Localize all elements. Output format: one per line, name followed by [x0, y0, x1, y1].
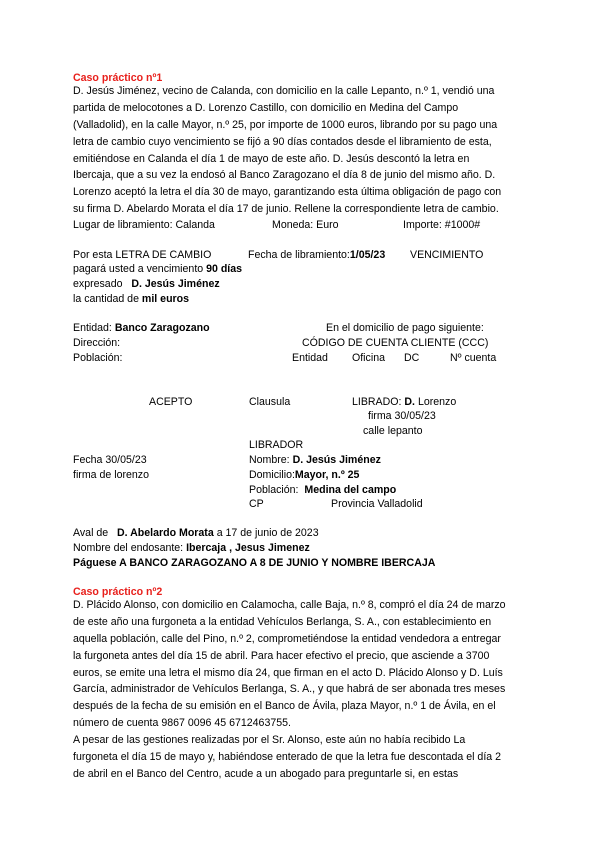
aval-label: Aval de [73, 527, 109, 539]
nombre-line [249, 454, 381, 467]
domicilio-pago: En el domicilio de pago siguiente: [326, 322, 484, 334]
librado-firma: firma 30/05/23 [368, 410, 436, 422]
endosante-label: Nombre del endosante: [73, 542, 184, 554]
fecha-libramiento-value: 1/05/23 [349, 249, 386, 261]
aval-name: D. Abelardo Morata [117, 527, 214, 539]
paragraph-line: García, administrador de Vehículos Berlanga, S. A., y que habrá de ser abonada tres meses [73, 683, 506, 696]
paragraph-line: letra de cambio cuyo vencimiento se fijó a 90 días contados desde el libramiento de esta, [73, 135, 492, 148]
nombre-label: Nombre: [249, 454, 290, 466]
paragraph-line: aquella población, calle del Pino, n.º 2, comprometiéndose la entidad vendedora a entregar [73, 632, 501, 645]
domicilio-label: Domicilio: [249, 469, 295, 481]
case1-title: Caso práctico nº1 [73, 72, 163, 84]
case2-paragraph [73, 597, 533, 783]
paragraph-line: su firma D. Abelardo Morata el día 17 de junio. Rellene la correspondiente letra de cambio. [73, 203, 499, 216]
paragraph-line: Ibercaja, que a su vez la endosó al Banco Zaragozano el día 8 de junio del mismo año. D. [73, 169, 496, 182]
aval-date: a 17 de junio de 2023 [216, 527, 319, 539]
pagara-line [73, 263, 242, 276]
paragraph-line: euros, se emite una letra el mismo día 24, que firman en el acto D. Plácido Alonso y D. Luís [73, 666, 503, 679]
expresado-line [73, 278, 220, 291]
entidad-label: Entidad: [73, 322, 112, 334]
ccc-label: CÓDIGO DE CUENTA CLIENTE (CCC) [302, 337, 489, 349]
acepto-label: ACEPTO [149, 396, 193, 408]
ccc-col-oficina: Oficina [352, 352, 385, 364]
librado-line [352, 396, 456, 409]
endosante-line [73, 542, 310, 555]
nombre-value: D. Jesús Jiménez [292, 454, 381, 466]
paragraph-line: A pesar de las gestiones realizadas por el Sr. Alonso, este aún no había recibido La [73, 734, 466, 747]
cantidad-label: la cantidad de [73, 293, 139, 305]
paragraph-line: D. Jesús Jiménez, vecino de Calanda, con domicilio en la calle Lepanto, n.º 1, vendió una [73, 85, 495, 97]
paragraph-line: de abril en el Banco del Centro, acude a un abogado para preguntarle si, en estas [73, 767, 459, 780]
paragraph-line: D. Plácido Alonso, con domicilio en Calamocha, calle Baja, n.º 8, compró el día 24 de marzo [73, 599, 506, 611]
cp-label: CP [249, 498, 264, 510]
fecha-libramiento-label: Fecha de libramiento: [248, 249, 350, 261]
librado-value: D. [404, 396, 415, 408]
domicilio-line [249, 469, 359, 482]
fecha-aceptacion: Fecha 30/05/23 [73, 454, 147, 466]
provincia: Provincia Valladolid [331, 498, 423, 510]
moneda: Moneda: Euro [272, 219, 339, 231]
firma-lorenzo: firma de lorenzo [73, 469, 149, 481]
paragraph-line: de este año una furgoneta a la entidad Vehículos Berlanga, S. A., con establecimiento en [73, 615, 492, 628]
pagara-value: 90 días [206, 263, 243, 275]
entidad-line [73, 322, 210, 335]
endosante-value: Ibercaja , Jesus Jimenez [186, 542, 310, 554]
case1-paragraph [73, 83, 533, 218]
paragraph-line: la furgoneta antes del día 15 de abril. Para hacer efectivo el precio, que asciende a 3700 [73, 649, 490, 662]
poblacion2-line [249, 484, 396, 497]
domicilio-value: Mayor, n.º 25 [294, 469, 360, 481]
case2-title: Caso práctico nº2 [73, 586, 163, 598]
paragraph-line: partida de melocotones a D. Lorenzo Castillo, con domicilio en Medina del Campo [73, 101, 459, 114]
fecha-libramiento [248, 249, 385, 262]
ccc-col-entidad: Entidad [292, 352, 328, 364]
aval-line [73, 527, 319, 540]
direccion-label: Dirección: [73, 337, 121, 349]
librado-name: Lorenzo [417, 396, 457, 408]
paragraph-line: furgoneta el día 15 de mayo y, habiéndose enterado de que la letra fue descontada el día 2 [73, 751, 501, 764]
clausula-label: Clausula [249, 396, 291, 408]
poblacion-label: Población: [73, 352, 123, 364]
ccc-col-cuenta: Nº cuenta [450, 352, 497, 364]
por-esta-letra: Por esta LETRA DE CAMBIO [73, 249, 212, 261]
librado-label: LIBRADO: [352, 396, 402, 408]
paguese-line: Páguese A BANCO ZARAGOZANO A 8 DE JUNIO Y NOMBRE IBERCAJA [73, 557, 436, 569]
importe: Importe: #1000# [403, 219, 481, 231]
ccc-col-dc: DC [404, 352, 420, 364]
paragraph-line: número de cuenta 9867 0096 45 6712463755. [73, 717, 291, 730]
paragraph-line: Lorenzo aceptó la letra el día 30 de mayo, garantizando esta última obligación de pago con [73, 186, 502, 199]
poblacion2-label: Población: [249, 484, 299, 496]
paragraph-line: (Valladolid), en la calle Mayor, n.º 25, por importe de 1000 euros, librando por su pago una [73, 118, 498, 131]
librador-label: LIBRADOR [249, 439, 304, 451]
vencimiento-label: VENCIMIENTO [410, 249, 484, 261]
lugar-libramiento: Lugar de libramiento: Calanda [73, 219, 215, 231]
expresado-label: expresado [73, 278, 123, 290]
librado-calle: calle lepanto [363, 425, 423, 437]
cantidad-line [73, 293, 189, 306]
poblacion2-value: Medina del campo [304, 484, 397, 496]
cantidad-value: mil euros [141, 293, 190, 305]
entidad-value: Banco Zaragozano [114, 322, 210, 334]
paragraph-line: emitiéndose en Calanda el día 1 de mayo de este año. D. Jesús descontó la letra en [73, 152, 470, 165]
expresado-value: D. Jesús Jiménez [131, 278, 220, 290]
paragraph-line: después de la fecha de su emisión en el Banco de Ávila, plaza Mayor, n.º 1 de Ávila, en el [73, 700, 496, 713]
pagara-label: pagará usted a vencimiento [73, 263, 204, 275]
